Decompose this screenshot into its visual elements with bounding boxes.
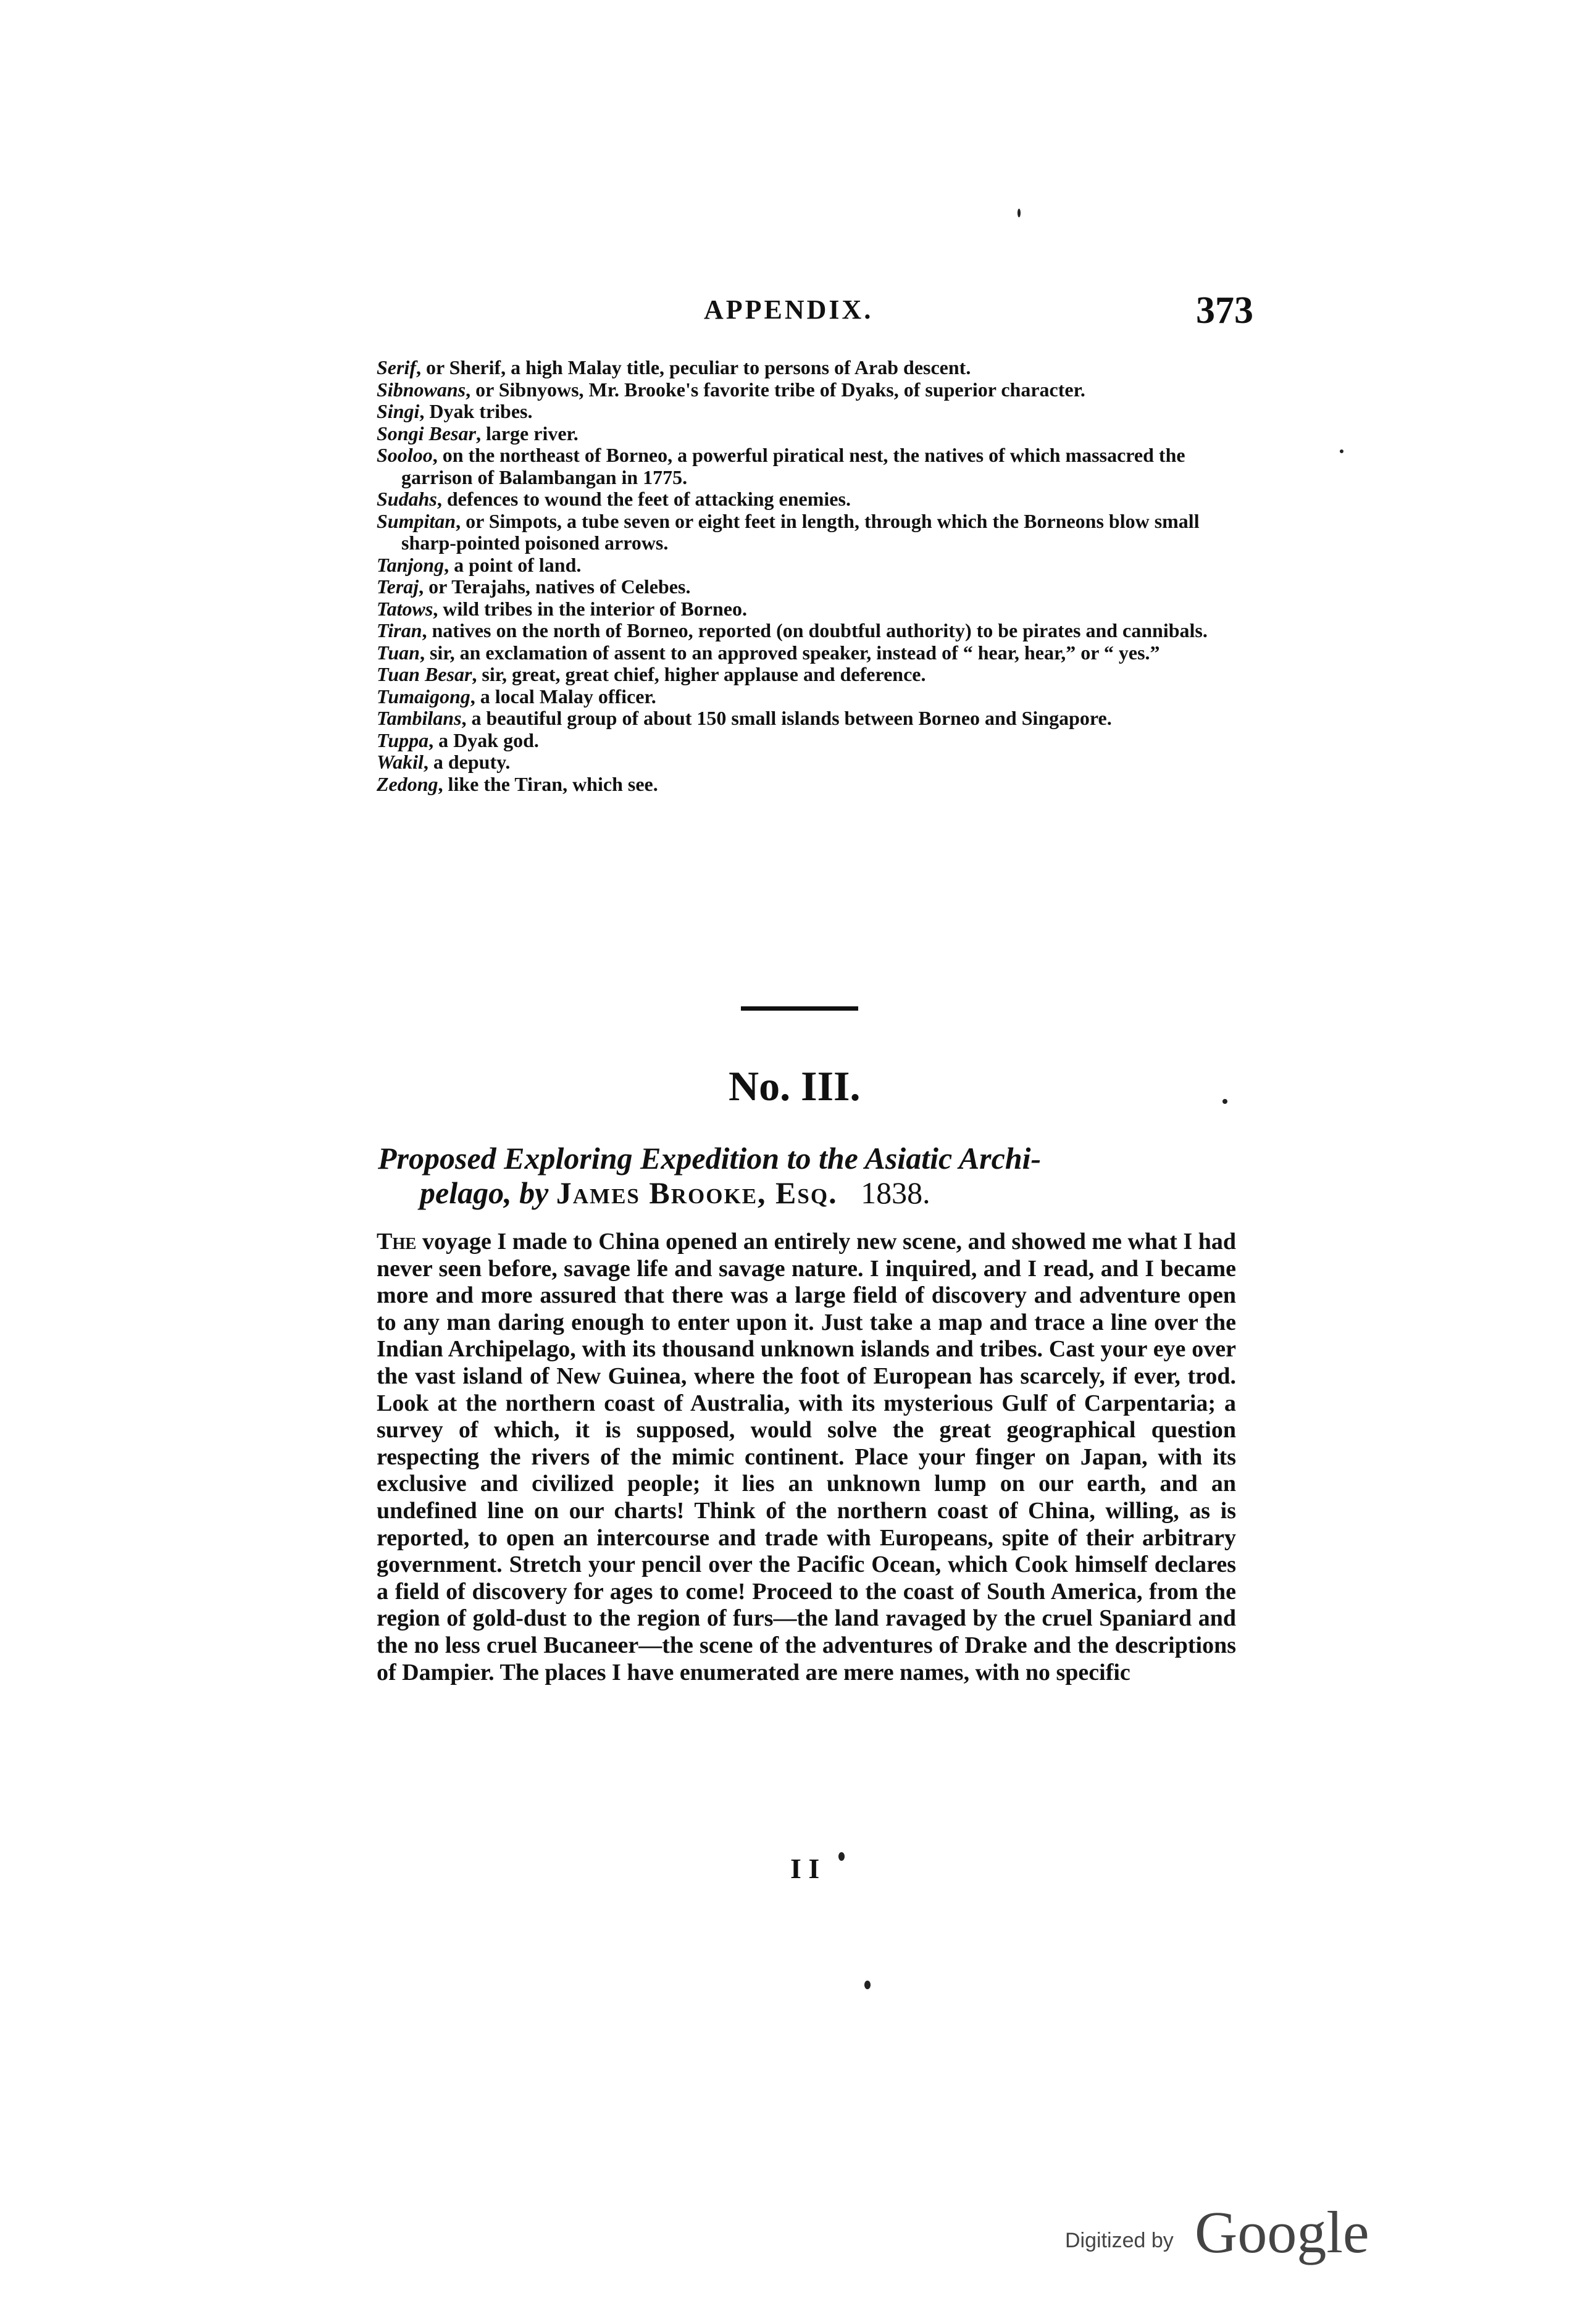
glossary-entry <box>377 511 1235 554</box>
glossary-entry <box>377 708 1235 730</box>
scan-speck <box>1340 449 1343 453</box>
glossary-definition: , or Sibnyows, Mr. Brooke's favorite tribe of Dyaks, of superior character. <box>466 378 1085 401</box>
section-title <box>378 1141 1236 1210</box>
glossary-entry <box>377 445 1235 488</box>
glossary-definition: , like the Tiran, which see. <box>438 772 658 795</box>
body-paragraph <box>377 1229 1236 1686</box>
glossary-term: Zedong <box>377 772 438 795</box>
scan-speck <box>838 1852 845 1861</box>
glossary-entry <box>377 401 1235 423</box>
glossary-entry <box>377 554 1235 577</box>
glossary-term: Sudahs <box>377 488 437 510</box>
glossary-term: Tambilans <box>377 707 462 729</box>
glossary-entry <box>377 751 1235 774</box>
glossary-term: Sibnowans <box>377 378 466 401</box>
glossary-entry <box>377 664 1235 686</box>
glossary-definition: , or Sherif, a high Malay title, peculiar to persons of Arab descent. <box>416 356 971 378</box>
signature-mark: I I <box>790 1853 820 1884</box>
glossary-entry <box>377 620 1235 642</box>
running-head <box>704 289 1260 332</box>
glossary-entry <box>377 423 1235 445</box>
glossary-definition: , a local Malay officer. <box>470 685 656 708</box>
glossary-definition: , sir, an exclamation of assent to an approved speaker, instead of “ hear, hear,” or “ yes.” <box>419 641 1160 664</box>
digitized-watermark <box>1065 2198 1386 2266</box>
section-title-line-1: Proposed Exploring Expedition to the Asiatic Archi- <box>378 1141 1042 1176</box>
glossary-entry <box>377 357 1235 379</box>
glossary-term: Tiran <box>377 619 422 641</box>
glossary-term: Tumaigong <box>377 685 470 708</box>
glossary-definition: , Dyak tribes. <box>419 400 533 422</box>
glossary-definition: , a Dyak god. <box>428 729 539 751</box>
glossary-entry <box>377 642 1235 664</box>
glossary-term: Tatows <box>377 597 433 620</box>
glossary-term: Songi Besar <box>377 422 476 445</box>
glossary-entry <box>377 730 1235 752</box>
glossary-definition: , defences to wound the feet of attacking enemies. <box>437 488 851 510</box>
section-divider <box>741 1006 858 1011</box>
glossary-entry <box>377 379 1235 401</box>
page-number: 373 <box>1196 290 1253 332</box>
glossary-definition: , a beautiful group of about 150 small islands between Borneo and Singapore. <box>461 707 1112 729</box>
glossary-definition: , wild tribes in the interior of Borneo. <box>433 597 747 620</box>
section-year: 1838. <box>861 1176 930 1210</box>
scan-speck <box>864 1981 871 1989</box>
glossary-definition: , large river. <box>475 422 579 445</box>
glossary-definition: , a deputy. <box>423 751 511 773</box>
glossary-term: Tanjong <box>377 553 445 576</box>
glossary-entry <box>377 686 1235 708</box>
body-text: voyage I made to China opened an entirely new scene, and showed me what I had never seen before, savage life and savage nature. I inquired, and I read, and I became more and more assured that there was a large field of discovery and adventure open to any man daring enough to enter upon it. Just take a map and trace a line over the Indian Archipelago, with its thousand unknown islands and tribes. Cast your eye over the vast island of New Guinea, where the foot of European has scarcely, if ever, trod. Look at the northern coast of Australia, with its mysterious Gulf of Carpentaria; a survey of which, it is supposed, would solve the great geographical question respecting the rivers of the mimic continent. Place your finger on Japan, with its exclusive and civilized people; it lies an unknown lump on our earth, and an undefined line on our charts! Think of the northern coast of China, willing, as is reported, to open an intercourse and trade with Europeans, spite of their arbitrary government. Stretch your pencil over the Pacific Ocean, which Cook himself declares a field of discovery for ages to come! Proceed to the coast of South America, from the region of gold-dust to the region of furs—the land ravaged by the cruel Spaniard and the no less cruel Bucaneer—the scene of the adventures of Drake and the descriptions of Dampier. The places I have enumerated are mere names, with no specific <box>377 1229 1236 1685</box>
glossary-entry <box>377 598 1235 620</box>
glossary-definition: , natives on the north of Borneo, reported (on doubtful authority) to be pirates and cannibals. <box>422 619 1208 641</box>
scan-speck <box>1017 209 1021 217</box>
glossary-definition: , sir, great, great chief, higher applause and deference. <box>472 663 926 685</box>
glossary-entry <box>377 488 1235 511</box>
glossary-term: Tuan Besar <box>377 663 472 685</box>
scan-speck <box>1222 1099 1227 1104</box>
section-title-line-2 <box>378 1176 1236 1210</box>
glossary-term: Wakil <box>377 751 424 773</box>
watermark-prefix: Digitized by <box>1065 2229 1174 2252</box>
glossary-term: Tuppa <box>377 729 429 751</box>
glossary-term: Teraj <box>377 575 419 598</box>
section-number: No. III. <box>729 1063 861 1109</box>
section-author: James Brooke, Esq. <box>556 1176 838 1210</box>
section-title-lead: pelago, by <box>420 1176 556 1210</box>
google-logo: Google <box>1195 2199 1369 2265</box>
glossary-term: Sumpitan <box>377 509 456 532</box>
glossary-entry <box>377 774 1235 796</box>
glossary-term: Serif <box>377 356 416 378</box>
glossary-term: Singi <box>377 400 420 422</box>
running-head-title: APPENDIX. <box>704 294 874 325</box>
glossary-list <box>377 357 1235 795</box>
glossary-definition: , or Terajahs, natives of Celebes. <box>419 575 691 598</box>
glossary-entry <box>377 576 1235 598</box>
glossary-term: Tuan <box>377 641 420 664</box>
glossary-definition: , on the northeast of Borneo, a powerful piratical nest, the natives of which massacred the garrison of Balambangan in 1775. <box>401 444 1185 488</box>
glossary-definition: , a point of land. <box>444 553 582 576</box>
glossary-term: Sooloo <box>377 444 433 466</box>
body-lead-word: The <box>377 1229 417 1255</box>
glossary-definition: , or Simpots, a tube seven or eight feet in length, through which the Borneons blow small sharp-pointed poisoned arrows. <box>401 509 1200 554</box>
